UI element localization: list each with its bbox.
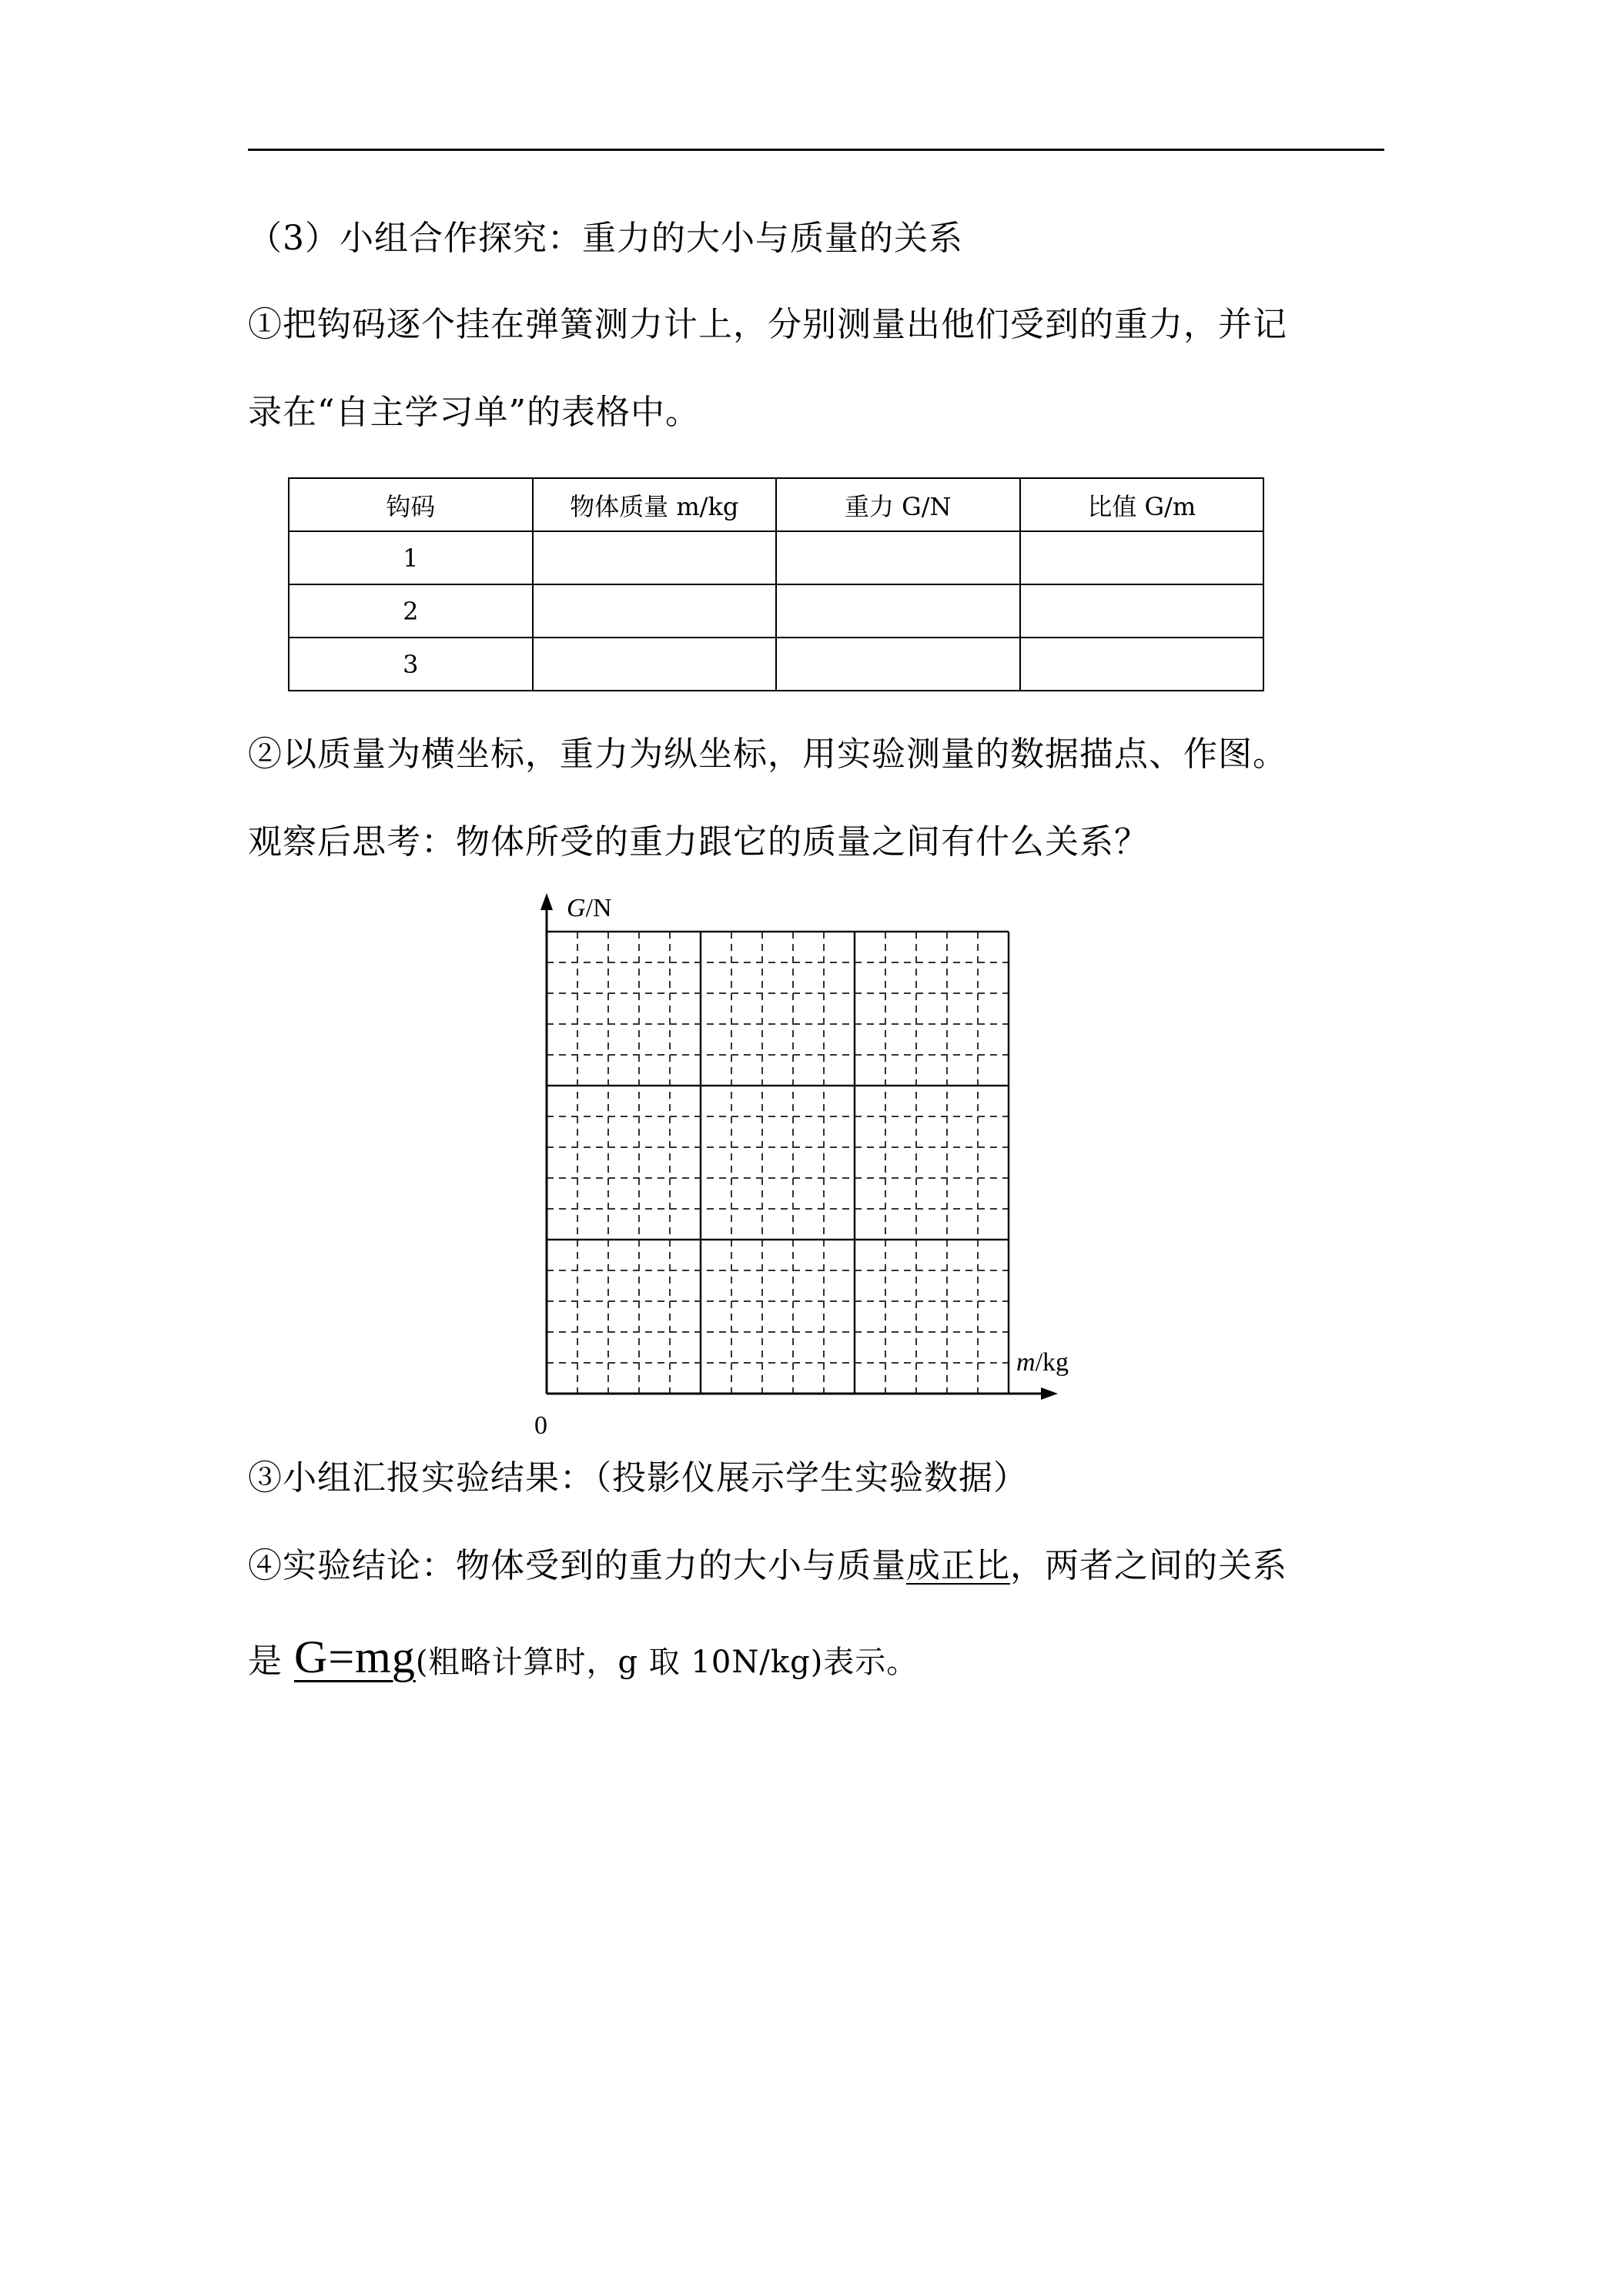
x-axis-label [1016, 1348, 1069, 1377]
step4-line [248, 1543, 1287, 1589]
table-cell [1020, 638, 1264, 691]
section-title: （3）小组合作探究：重力的大小与质量的关系 [248, 219, 963, 258]
step5-note: (粗略计算时，g 取 10N/kg)表示。 [415, 1645, 919, 1680]
formula: G=mg [294, 1632, 416, 1682]
step4-answer: 成正比 [906, 1546, 1010, 1585]
step4-prefix: ④实验结论：物体受到的重力的大小与质量 [248, 1546, 906, 1585]
blank-graph-grid [524, 885, 1078, 1440]
table-header-cell: 钩码 [289, 478, 533, 531]
table-cell [776, 531, 1020, 584]
table-cell [1020, 584, 1264, 638]
table-cell: 3 [289, 638, 533, 691]
table-header-cell: 重力 G/N [776, 478, 1020, 531]
x-axis-label-unit: /kg [1035, 1348, 1069, 1377]
origin-label: 0 [534, 1411, 547, 1440]
y-axis-arrow [540, 893, 553, 910]
step5-line [248, 1626, 918, 1693]
table-cell [533, 584, 777, 638]
y-axis-label [567, 894, 612, 922]
grid-major-lines [547, 932, 1009, 1394]
step1-line1: ①把钩码逐个挂在弹簧测力计上，分别测量出他们受到的重力，并记 [248, 305, 1287, 344]
grid-minor-lines [547, 932, 1009, 1394]
step1-line2: 录在“自主学习单”的表格中。 [248, 393, 700, 432]
table-cell [533, 531, 777, 584]
step5-prefix: 是 [248, 1642, 294, 1681]
header-rule [248, 149, 1384, 151]
table-row [289, 638, 1263, 691]
y-axis-label-unit: /N [585, 894, 612, 922]
table-header-cell: 比值 G/m [1020, 478, 1264, 531]
x-axis-arrow [1041, 1387, 1058, 1400]
table-row [289, 584, 1263, 638]
table-header-row [289, 478, 1263, 531]
x-axis-label-var: m [1016, 1348, 1036, 1377]
step3: ③小组汇报实验结果：（投影仪展示学生实验数据） [248, 1458, 1028, 1498]
step2-line1: ②以质量为横坐标，重力为纵坐标，用实验测量的数据描点、作图。 [248, 735, 1287, 774]
table-cell [1020, 531, 1264, 584]
y-axis-label-var: G [567, 894, 586, 922]
table-cell: 2 [289, 584, 533, 638]
step2-line2: 观察后思考：物体所受的重力跟它的质量之间有什么关系？ [248, 822, 1149, 862]
table-header-cell: 物体质量 m/kg [533, 478, 777, 531]
data-table [288, 477, 1264, 691]
step4-suffix: ，两者之间的关系 [1010, 1546, 1287, 1585]
table-row [289, 531, 1263, 584]
table-cell [533, 638, 777, 691]
table-cell [776, 638, 1020, 691]
table-cell [776, 584, 1020, 638]
table-cell: 1 [289, 531, 533, 584]
